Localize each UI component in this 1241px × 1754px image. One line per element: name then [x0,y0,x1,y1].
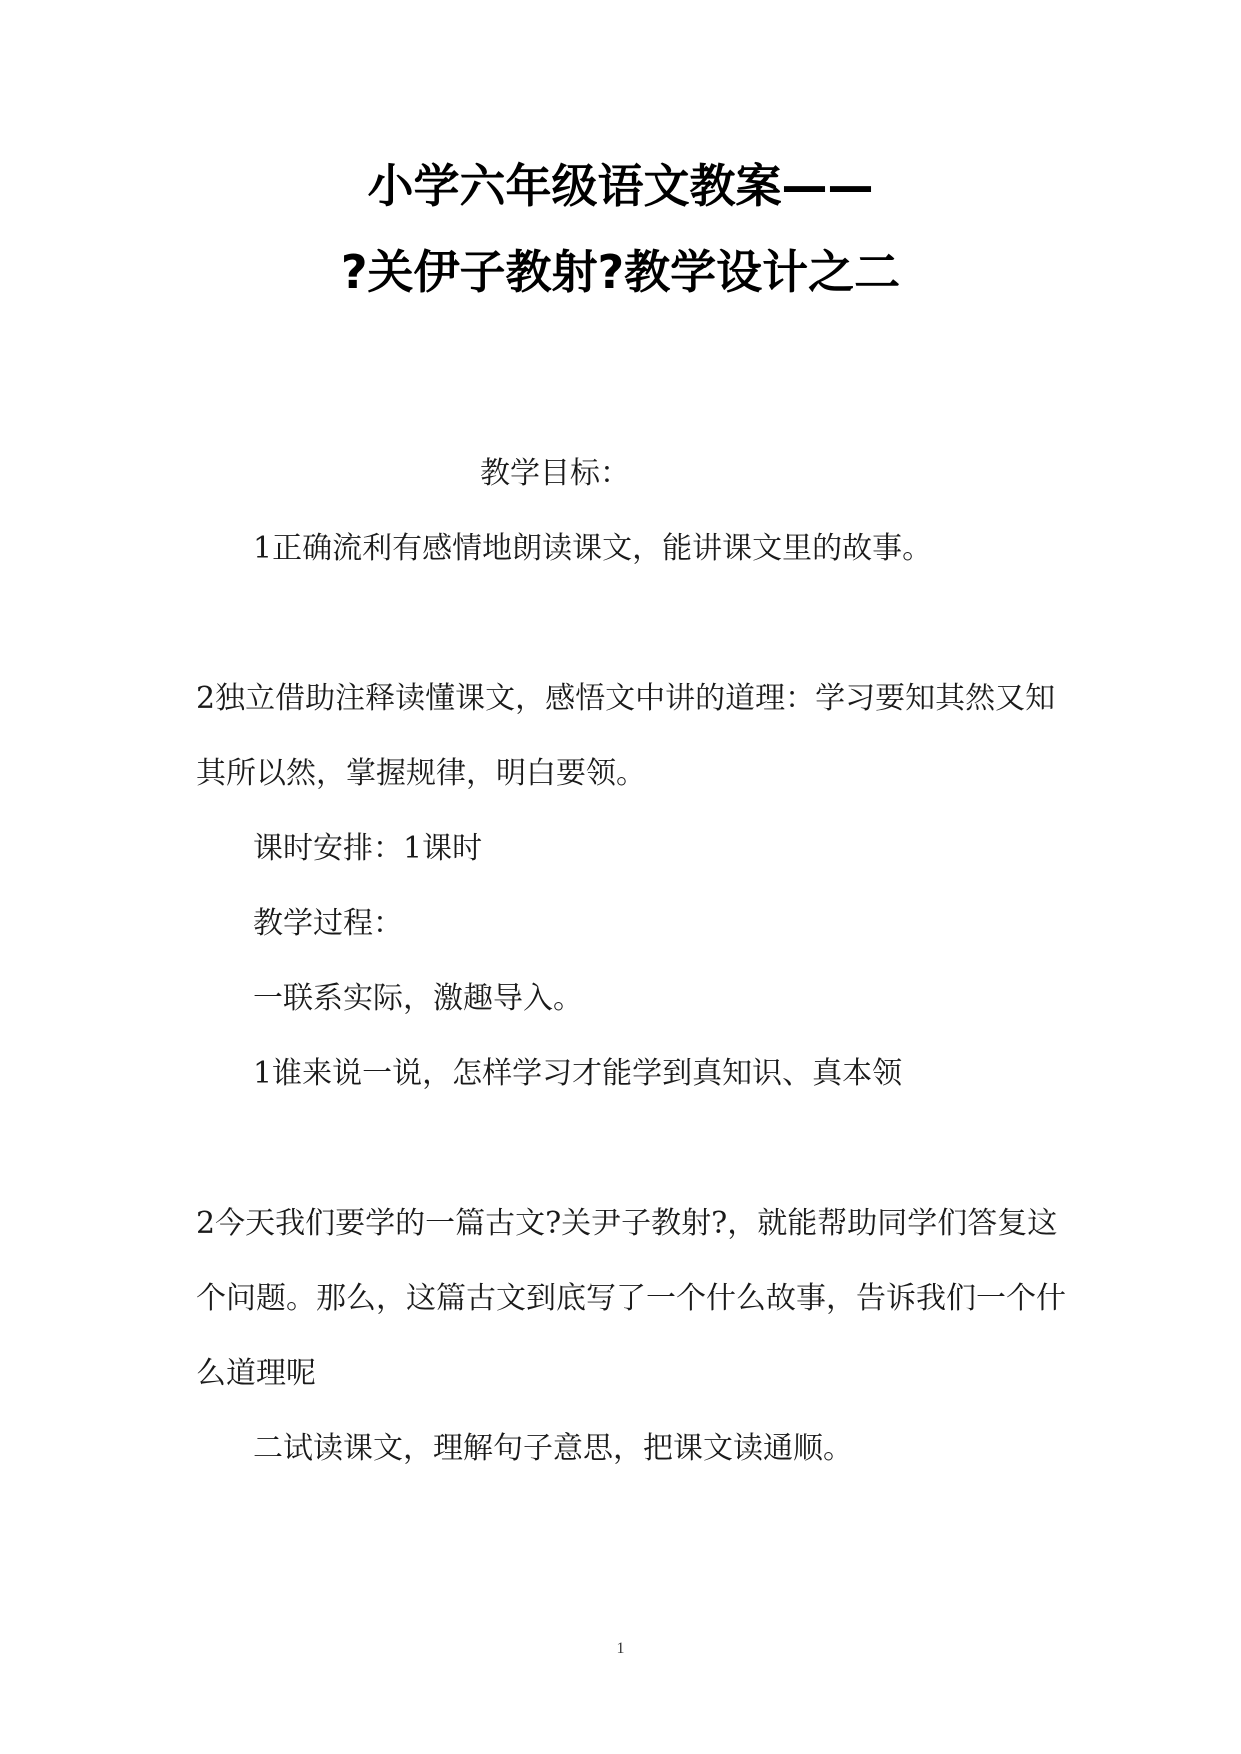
paragraph-step-1-item-2-line-2: 个问题。那么，这篇古文到底写了一个什么故事，告诉我们一个什 [196,1281,1066,1316]
section-heading-teaching-goals: 教学目标： [480,456,630,491]
paragraph-step-1: 一联系实际，激趣导入。 [253,981,583,1016]
paragraph-step-1-item-1: 1谁来说一说，怎样学习才能学到真知识、真本领 [253,1056,903,1091]
paragraph-step-1-item-2-line-1: 2今天我们要学的一篇古文?关尹子教射?，就能帮助同学们答复这 [196,1206,1058,1241]
page-number: 1 [616,1640,625,1657]
paragraph-goal-2-line-1: 2独立借助注释读懂课文，感悟文中讲的道理：学习要知其然又知 [196,681,1056,716]
paragraph-schedule: 课时安排：1课时 [253,831,483,866]
document-title-line-2: ?关伊子教射?教学设计之二 [340,245,901,299]
section-heading-process: 教学过程： [253,906,403,941]
paragraph-step-1-item-2-line-3: 么道理呢 [196,1356,316,1391]
document-title-line-1: 小学六年级语文教案—— [367,159,874,213]
paragraph-step-2: 二试读课文，理解句子意思，把课文读通顺。 [253,1431,853,1466]
paragraph-goal-2-line-2: 其所以然，掌握规律，明白要领。 [196,756,646,791]
paragraph-goal-1: 1正确流利有感情地朗读课文，能讲课文里的故事。 [253,531,933,566]
